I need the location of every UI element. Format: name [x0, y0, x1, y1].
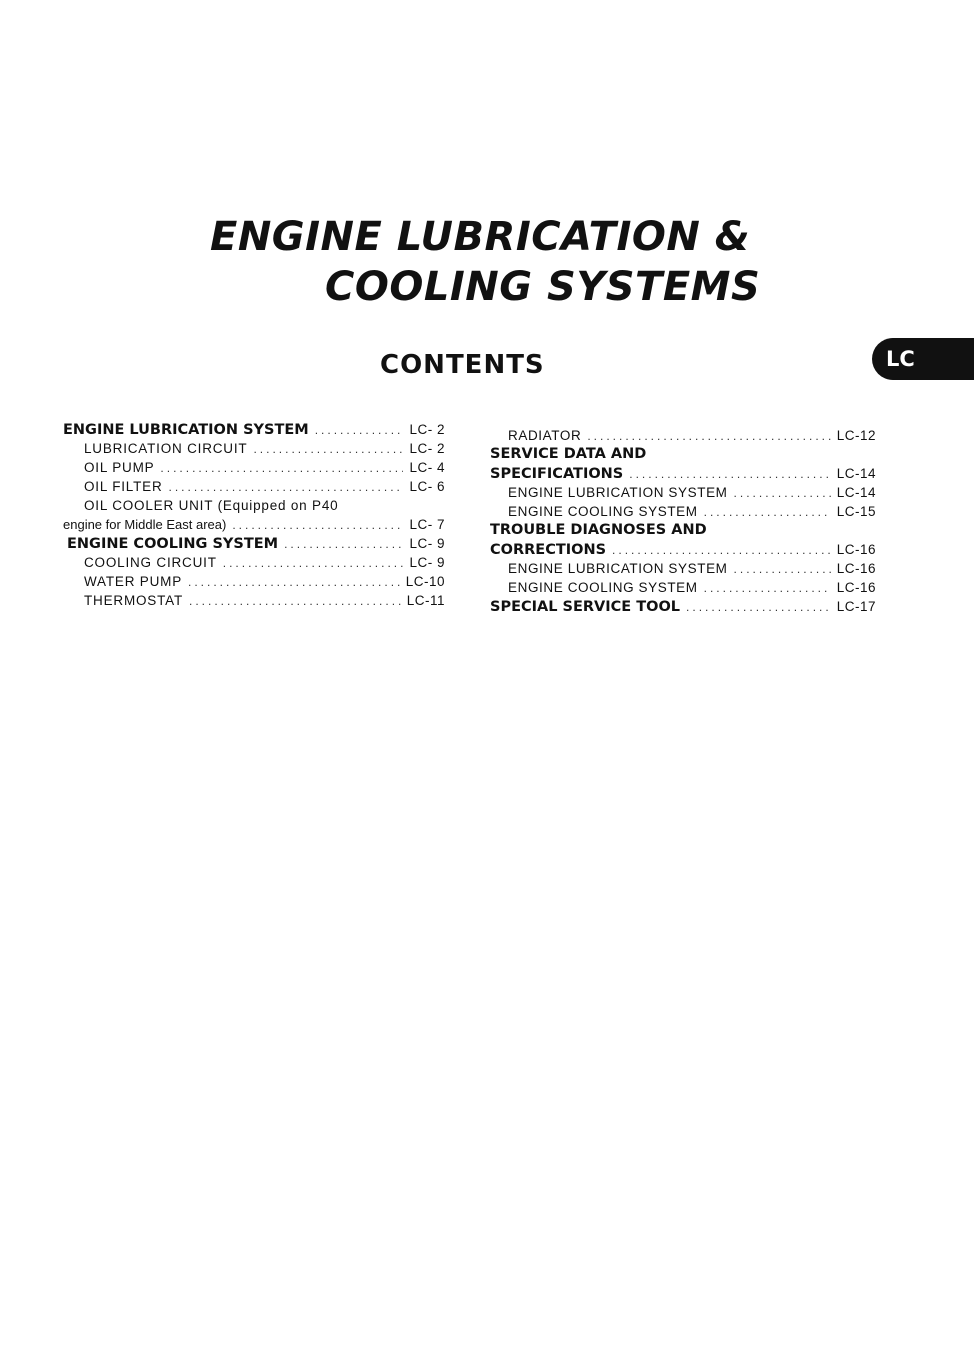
toc-entry-label: SPECIAL SERVICE TOOL — [490, 599, 681, 615]
toc-entry-label: SPECIFICATIONS — [490, 466, 624, 482]
dot-leader — [612, 541, 831, 560]
dot-leader — [253, 440, 403, 459]
toc-entry-page: LC-15 — [836, 504, 876, 519]
dot-leader — [284, 535, 403, 554]
toc-entry-label: OIL COOLER UNIT (Equipped on P40 — [84, 498, 339, 513]
dot-leader — [734, 560, 831, 579]
toc-entry-label: ENGINE COOLING SYSTEM — [508, 580, 698, 595]
toc-entry — [490, 445, 876, 464]
section-tab-badge: LC — [872, 338, 974, 380]
dot-leader — [686, 598, 831, 617]
toc-entry — [490, 578, 876, 597]
dot-leader — [629, 465, 830, 484]
toc-entry — [490, 540, 876, 559]
toc-entry-page: LC-16 — [836, 542, 876, 557]
toc-entry-page: LC- 7 — [409, 517, 445, 532]
toc-entry-page: LC- 2 — [409, 441, 445, 456]
toc-entry — [63, 591, 445, 610]
toc-entry-label: engine for Middle East area) — [63, 517, 227, 532]
dot-leader — [160, 459, 403, 478]
toc-entry-page: LC-10 — [405, 574, 445, 589]
toc-entry-page: LC-11 — [406, 593, 445, 608]
toc-entry — [490, 559, 876, 578]
toc-entry-label: ENGINE COOLING SYSTEM — [67, 536, 279, 552]
dot-leader — [188, 573, 400, 592]
toc-entry-page: LC-16 — [836, 580, 876, 595]
toc-entry-label: THERMOSTAT — [84, 593, 183, 608]
dot-leader — [587, 427, 830, 446]
toc-entry-label: ENGINE COOLING SYSTEM — [508, 504, 698, 519]
toc-entry-label: CORRECTIONS — [490, 542, 607, 558]
toc-entry — [63, 553, 445, 572]
toc-entry — [63, 458, 445, 477]
dot-leader — [704, 579, 831, 598]
toc-entry-label: LUBRICATION CIRCUIT — [84, 441, 248, 456]
toc-left-column — [63, 420, 445, 610]
dot-leader — [232, 516, 403, 535]
dot-leader — [189, 592, 401, 611]
toc-entry — [63, 439, 445, 458]
toc-entry-page: LC- 2 — [409, 422, 445, 437]
toc-entry-page: LC- 4 — [409, 460, 445, 475]
dot-leader — [169, 478, 404, 497]
toc-entry-page: LC-17 — [836, 599, 876, 614]
toc-entry-label: RADIATOR — [508, 428, 582, 443]
toc-entry — [490, 502, 876, 521]
toc-entry-label: COOLING CIRCUIT — [84, 555, 217, 570]
dot-leader — [223, 554, 404, 573]
toc-entry-page: LC-16 — [836, 561, 876, 576]
toc-entry-page: LC-12 — [836, 428, 876, 443]
toc-entry-page: LC- 9 — [409, 555, 445, 570]
toc-entry-label: ENGINE LUBRICATION SYSTEM — [63, 422, 309, 438]
toc-entry-label: OIL FILTER — [84, 479, 163, 494]
toc-entry — [490, 464, 876, 483]
dot-leader — [315, 421, 404, 440]
toc-entry-page: LC-14 — [836, 466, 876, 481]
toc-entry-label: WATER PUMP — [84, 574, 182, 589]
toc-entry-label: TROUBLE DIAGNOSES AND — [490, 522, 707, 538]
toc-entry-label: ENGINE LUBRICATION SYSTEM — [508, 485, 728, 500]
toc-entry-page: LC- 6 — [409, 479, 445, 494]
toc-entry — [63, 420, 445, 439]
toc-entry-label: SERVICE DATA AND — [490, 446, 647, 462]
toc-entry — [490, 597, 876, 616]
page-title-line-2: COOLING SYSTEMS — [325, 264, 761, 310]
toc-entry — [490, 521, 876, 540]
toc-entry-page: LC- 9 — [409, 536, 445, 551]
toc-entry — [63, 496, 445, 515]
toc-right-column — [490, 420, 876, 616]
toc-entry — [63, 572, 445, 591]
toc-entry-label: ENGINE LUBRICATION SYSTEM — [508, 561, 728, 576]
toc-entry — [63, 477, 445, 496]
contents-heading: CONTENTS — [380, 350, 545, 380]
toc-entry — [490, 483, 876, 502]
page-title-line-1: ENGINE LUBRICATION & — [210, 214, 751, 260]
toc-entry — [63, 515, 445, 534]
toc-entry — [63, 534, 445, 553]
dot-leader — [704, 503, 831, 522]
toc-entry-label: OIL PUMP — [84, 460, 155, 475]
dot-leader — [734, 484, 831, 503]
toc-entry-page: LC-14 — [836, 485, 876, 500]
toc-entry — [490, 420, 876, 445]
